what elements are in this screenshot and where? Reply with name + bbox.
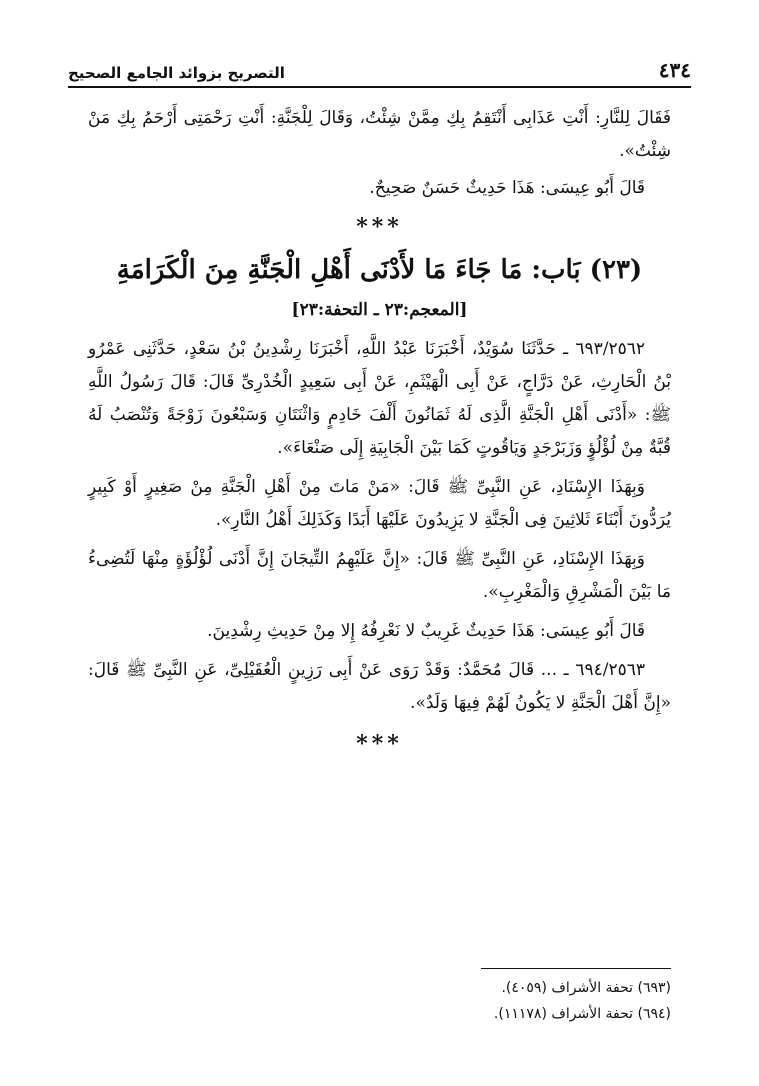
paragraph: قَالَ أَبُو عِيسَى: هَذَا حَدِيثٌ غَرِيبٌ لا نَعْرِفُهُ إِلا مِنْ حَدِيثِ رِشْدِينَ. xyxy=(207,621,645,641)
running-title: التصريح بزوائد الجامع الصحيح xyxy=(68,64,285,82)
hadith-paragraph: ٦٩٣/٢٥٦٢ ـ حَدَّثَنَا سُوَيْدٌ، أَخْبَرَنَا عَبْدُ اللَّهِ، أَخْبَرَنَا رِشْدِينُ بْنُ سَعْدٍ، حَدَّثَنِى عَمْرُو بْنُ الْحَارِثِ، عَنْ دَرَّاجٍ، عَنْ أَبِى الْهَيْثَمِ، عَنْ أَبِى سَعِيدٍ الْخُدْرِىِّ قَالَ: قَالَ رَسُولُ اللَّهِ ﷺ: «أَدْنَى أَهْلِ الْجَنَّةِ الَّذِى لَهُ ثَمَانُونَ أَلْفَ خَادِمٍ وَاثْنَتَانِ وَسَبْعُونَ زَوْجَةً وَتُنْصَبُ لَهُ قُبَّةٌ مِنْ لُؤْلُؤٍ وَزَبَرْجَدٍ وَيَاقُوتٍ كَمَا بَيْنَ الْجَابِيَةِ إِلَى صَنْعَاءَ». xyxy=(88,339,671,458)
chapter-title: (٢٣) بَاب: مَا جَاءَ مَا لأَدْنَى أَهْلِ الْجَنَّةِ مِنَ الْكَرَامَةِ xyxy=(116,255,643,285)
section-separator: *** xyxy=(356,731,403,757)
footnotes xyxy=(88,968,671,1027)
page-header xyxy=(68,58,691,88)
hadith-paragraph: ٦٩٤/٢٥٦٣ ـ ... قَالَ مُحَمَّدٌ: وَقَدْ رَوَى عَنْ أَبِى رَزِينٍ الْعُقَيْلِىِّ، عَنِ النَّبِىِّ ﷺ قَالَ: «إِنَّ أَهْلَ الْجَنَّةِ لا يَكُونُ لَهُمْ فِيهَا وَلَدٌ». xyxy=(88,660,671,713)
hadith-paragraph: وَبِهَذَا الإِسْنَادِ، عَنِ النَّبِىِّ ﷺ قَالَ: «مَنْ مَاتَ مِنْ أَهْلِ الْجَنَّةِ مِنْ صَغِيرٍ أَوْ كَبِيرٍ يُرَدُّونَ أَبْنَاءَ ثَلاثِينَ فِى الْجَنَّةِ لا يَزِيدُونَ عَلَيْهَا أَبَدًا وَكَذَلِكَ أَهْلُ النَّارِ». xyxy=(88,477,671,530)
page-body xyxy=(88,102,671,761)
footnote: (٦٩٤) تحفة الأشراف (١١١٧٨). xyxy=(493,1006,671,1022)
chapter-reference: [المعجم:٢٣ ـ التحفة:٢٣] xyxy=(291,300,468,320)
paragraph: قَالَ أَبُو عِيسَى: هَذَا حَدِيثٌ حَسَنٌ صَحِيحٌ. xyxy=(369,178,645,198)
footnote-rule xyxy=(481,968,671,969)
page-number: ٤٣٤ xyxy=(658,58,691,82)
paragraph: فَقَالَ لِلنَّارِ: أَنْتِ عَذَابِى أَنْتَقِمُ بِكِ مِمَّنْ شِئْتُ، وَقَالَ لِلْجَنَّةِ: أَنْتِ رَحْمَتِى أَرْحَمُ بِكِ مَنْ شِئْتُ». xyxy=(88,108,671,161)
hadith-paragraph: وَبِهَذَا الإِسْنَادِ، عَنِ النَّبِىِّ ﷺ قَالَ: «إِنَّ عَلَيْهِمُ التِّيجَانَ إِنَّ أَدْنَى لُؤْلُؤَةٍ مِنْهَا لَتُضِىءُ مَا بَيْنَ الْمَشْرِقِ وَالْمَغْرِبِ». xyxy=(88,549,671,602)
section-separator: *** xyxy=(356,214,403,240)
footnote: (٦٩٣) تحفة الأشراف (٤٠٥٩). xyxy=(501,980,671,996)
